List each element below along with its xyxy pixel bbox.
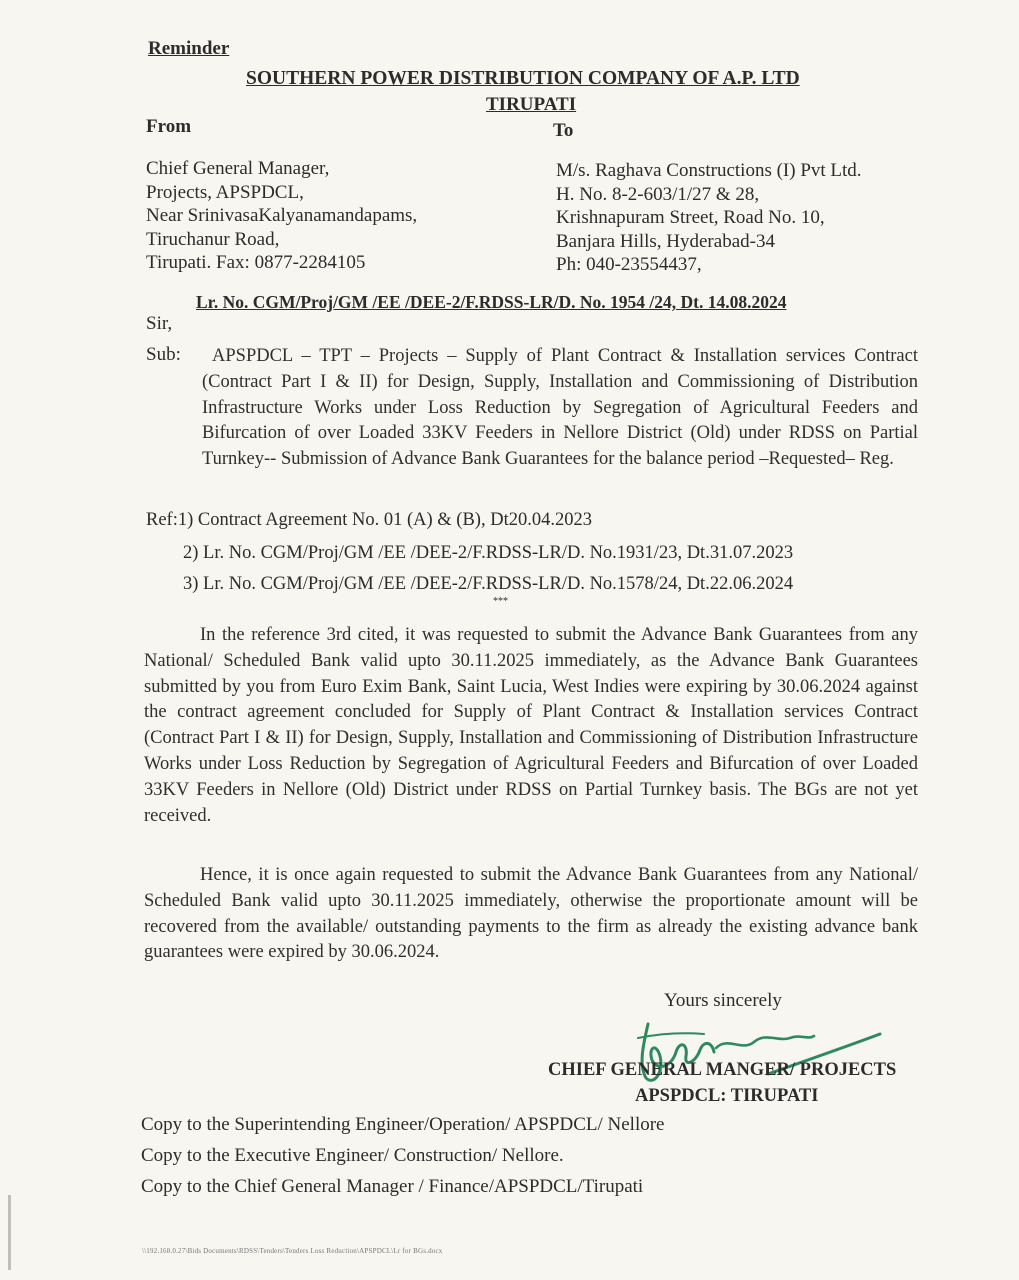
from-address [146,157,417,275]
reference-2: 2) Lr. No. CGM/Proj/GM /EE /DEE-2/F.RDSS-LR/D. No.1931/23, Dt.31.07.2023 [183,543,794,563]
to-label: To [553,120,574,141]
from-address-line: Tiruchanur Road, [146,228,280,250]
from-label: From [146,116,192,137]
separator: *** [493,596,508,607]
salutation: Sir, [146,313,173,334]
scan-edge-mark [8,1195,11,1270]
body-paragraph-2: Hence, it is once again requested to submit the Advance Bank Guarantees from any National/ Scheduled Bank valid upto 30.11.2025 immediately, otherwise the proportionate amount will be recovered from the available/ outstanding payments to the firm as already the existing advance bank guarantees were expired by 30.06.2024. [144,865,918,963]
company-name: SOUTHERN POWER DISTRIBUTION COMPANY OF A.P. LTD [246,68,800,89]
reminder-label: Reminder [148,38,230,59]
to-address-line: Banjara Hills, Hyderabad-34 [556,230,775,252]
to-address [556,159,862,277]
to-address-line: Ph: 040-23554437, [556,254,702,275]
city-heading: TIRUPATI [486,94,577,115]
to-address-line: M/s. Raghava Constructions (I) Pvt Ltd. [556,160,862,181]
subject-label: Sub: [146,344,181,365]
from-address-line: Chief General Manager, [146,158,330,179]
file-path-footer: \\192.168.0.27\Bids Documents\RDSS\Tenders\Tenders Loss Reduction\APSPDCL\Lr for BGs.docx [142,1247,443,1255]
copy-line: Copy to the Executive Engineer/ Construction/ Nellore. [141,1145,564,1166]
signatory-title: CHIEF GENERAL MANGER/ PROJECTS [548,1060,897,1080]
copy-line: Copy to the Superintending Engineer/Operation/ APSPDCL/ Nellore [141,1114,665,1135]
from-address-line: Tirupati. Fax: 0877-2284105 [146,252,366,273]
from-address-line: Projects, APSPDCL, [146,181,304,203]
closing: Yours sincerely [664,990,782,1011]
body-paragraph-1: In the reference 3rd cited, it was requested to submit the Advance Bank Guarantees from any National/ Scheduled Bank valid upto 30.11.2025 immediately, as the Advance Bank Guarantees submitted by you from Euro Exim Bank, Saint Lucia, West Indies were expiring by 30.06.2024 against the contract agreement concluded for Supply of Plant Contract & Installation services Contract (Contract Part I & II) for Design, Supply, Installation and Commissioning of Distribution Infrastructure Works under Loss Reduction by Segregation of Agricultural Feeders and Bifurcation of over Loaded 33KV Feeders in Nellore (Old) District under RDSS on Partial Turnkey basis. The BGs are not yet received. [144,625,918,826]
reference-1: Ref:1) Contract Agreement No. 01 (A) & (B), Dt20.04.2023 [146,510,592,530]
letter-number: Lr. No. CGM/Proj/GM /EE /DEE-2/F.RDSS-LR/D. No. 1954 /24, Dt. 14.08.2024 [196,292,787,312]
copy-line: Copy to the Chief General Manager / Finance/APSPDCL/Tirupati [141,1176,644,1197]
signatory-org: APSPDCL: TIRUPATI [635,1086,819,1106]
subject-text: APSPDCL – TPT – Projects – Supply of Plant Contract & Installation services Contract (Contract Part I & II) for Design, Supply, Installation and Commissioning of Distribution Infrastructure Works under Loss Reduction by Segregation of Agricultural Feeders and Bifurcation of over Loaded 33KV Feeders in Nellore District (Old) under RDSS on Partial Turnkey-- Submission of Advance Bank Guarantees for the balance period –Requested– Reg. [202,346,918,470]
reference-3: 3) Lr. No. CGM/Proj/GM /EE /DEE-2/F.RDSS-LR/D. No.1578/24, Dt.22.06.2024 [183,574,794,594]
to-address-line: Krishnapuram Street, Road No. 10, [556,207,825,228]
to-address-line: H. No. 8-2-603/1/27 & 28, [556,183,760,205]
from-address-line: Near SrinivasaKalyanamandapams, [146,205,418,226]
